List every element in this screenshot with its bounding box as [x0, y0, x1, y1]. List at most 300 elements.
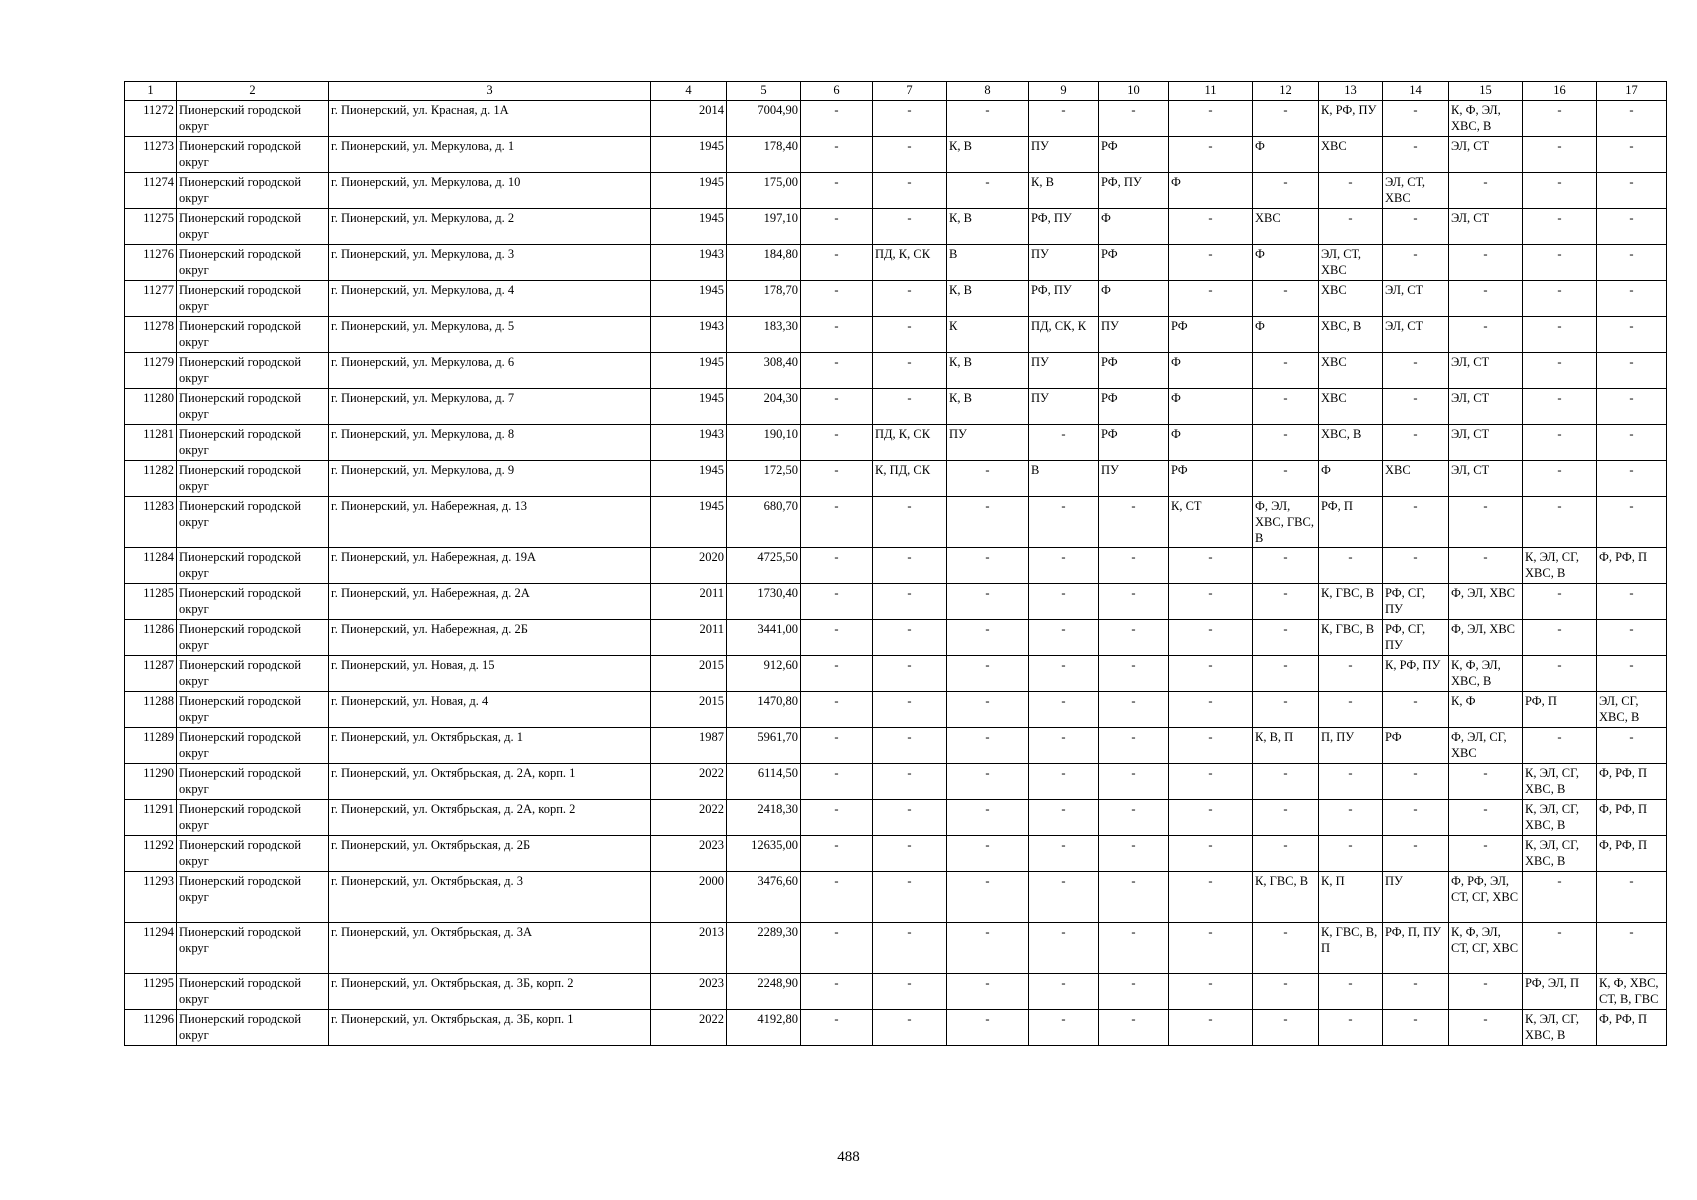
table-cell-col-7: - — [873, 974, 947, 1010]
table-cell-col-12: Ф, ЭЛ, ХВС, ГВС, В — [1253, 497, 1319, 548]
table-cell-col-9: - — [1029, 620, 1099, 656]
table-cell-col-2: Пионерский городской округ — [177, 389, 329, 425]
table-cell-col-2: Пионерский городской округ — [177, 836, 329, 872]
table-cell-col-6: - — [801, 101, 873, 137]
table-cell-col-15: ЭЛ, СТ — [1449, 425, 1523, 461]
table-cell-col-17: Ф, РФ, П — [1597, 836, 1667, 872]
table-cell-col-6: - — [801, 692, 873, 728]
table-cell-col-10: - — [1099, 497, 1169, 548]
table-cell-col-15: Ф, ЭЛ, СГ, ХВС — [1449, 728, 1523, 764]
table-cell-col-2: Пионерский городской округ — [177, 353, 329, 389]
table-cell-col-6: - — [801, 317, 873, 353]
table-cell-col-10: РФ, ПУ — [1099, 173, 1169, 209]
table-row — [125, 497, 1667, 548]
table-cell-col-11: - — [1169, 800, 1253, 836]
table-cell-col-4: 1945 — [651, 173, 727, 209]
table-cell-col-17: - — [1597, 389, 1667, 425]
table-cell-col-6: - — [801, 353, 873, 389]
table-cell-col-13: - — [1319, 1010, 1383, 1046]
table-cell-col-10: - — [1099, 584, 1169, 620]
table-cell-col-8: - — [947, 461, 1029, 497]
table-cell-col-12: - — [1253, 173, 1319, 209]
table-cell-col-5: 204,30 — [727, 389, 801, 425]
table-cell-col-9: - — [1029, 728, 1099, 764]
table-cell-col-1: 11275 — [125, 209, 177, 245]
table-cell-col-10: РФ — [1099, 137, 1169, 173]
table-cell-col-9: РФ, ПУ — [1029, 209, 1099, 245]
table-cell-col-13: ХВС — [1319, 137, 1383, 173]
table-cell-col-9: - — [1029, 497, 1099, 548]
table-cell-col-4: 1943 — [651, 317, 727, 353]
table-cell-col-14: РФ, СГ, ПУ — [1383, 584, 1449, 620]
table-cell-col-15: - — [1449, 173, 1523, 209]
table-cell-col-17: - — [1597, 173, 1667, 209]
table-cell-col-5: 912,60 — [727, 656, 801, 692]
table-cell-col-1: 11282 — [125, 461, 177, 497]
table-cell-col-4: 2011 — [651, 620, 727, 656]
table-cell-col-13: П, ПУ — [1319, 728, 1383, 764]
table-cell-col-17: - — [1597, 656, 1667, 692]
column-header-2: 2 — [177, 82, 329, 101]
table-cell-col-12: Ф — [1253, 137, 1319, 173]
table-cell-col-2: Пионерский городской округ — [177, 317, 329, 353]
table-cell-col-7: - — [873, 656, 947, 692]
table-cell-col-15: - — [1449, 800, 1523, 836]
table-cell-col-3: г. Пионерский, ул. Меркулова, д. 10 — [329, 173, 651, 209]
table-cell-col-9: ПУ — [1029, 389, 1099, 425]
table-cell-col-3: г. Пионерский, ул. Набережная, д. 2А — [329, 584, 651, 620]
table-cell-col-3: г. Пионерский, ул. Меркулова, д. 6 — [329, 353, 651, 389]
table-cell-col-16: - — [1523, 209, 1597, 245]
table-cell-col-15: ЭЛ, СТ — [1449, 137, 1523, 173]
table-cell-col-5: 197,10 — [727, 209, 801, 245]
table-cell-col-13: ХВС — [1319, 353, 1383, 389]
table-cell-col-7: - — [873, 497, 947, 548]
table-cell-col-14: - — [1383, 764, 1449, 800]
table-cell-col-10: Ф — [1099, 281, 1169, 317]
table-cell-col-15: К, Ф, ЭЛ, ХВС, В — [1449, 656, 1523, 692]
table-cell-col-14: - — [1383, 245, 1449, 281]
table-cell-col-11: - — [1169, 836, 1253, 872]
table-cell-col-1: 11280 — [125, 389, 177, 425]
table-cell-col-16: К, ЭЛ, СГ, ХВС, В — [1523, 548, 1597, 584]
table-cell-col-8: К, В — [947, 353, 1029, 389]
table-cell-col-8: - — [947, 101, 1029, 137]
table-cell-col-6: - — [801, 584, 873, 620]
table-cell-col-8: К, В — [947, 137, 1029, 173]
table-cell-col-15: - — [1449, 548, 1523, 584]
table-cell-col-7: - — [873, 317, 947, 353]
table-cell-col-3: г. Пионерский, ул. Меркулова, д. 8 — [329, 425, 651, 461]
table-cell-col-17: К, Ф, ХВС, СТ, В, ГВС — [1597, 974, 1667, 1010]
table-cell-col-8: - — [947, 872, 1029, 923]
table-cell-col-2: Пионерский городской округ — [177, 497, 329, 548]
table-cell-col-1: 11276 — [125, 245, 177, 281]
table-cell-col-1: 11273 — [125, 137, 177, 173]
table-cell-col-8: - — [947, 173, 1029, 209]
table-cell-col-6: - — [801, 656, 873, 692]
table-cell-col-5: 7004,90 — [727, 101, 801, 137]
table-cell-col-7: - — [873, 389, 947, 425]
table-cell-col-16: - — [1523, 728, 1597, 764]
table-cell-col-12: К, ГВС, В — [1253, 872, 1319, 923]
table-cell-col-6: - — [801, 137, 873, 173]
table-cell-col-3: г. Пионерский, ул. Меркулова, д. 1 — [329, 137, 651, 173]
table-cell-col-5: 680,70 — [727, 497, 801, 548]
table-cell-col-13: - — [1319, 692, 1383, 728]
table-cell-col-8: В — [947, 245, 1029, 281]
table-cell-col-16: - — [1523, 281, 1597, 317]
table-cell-col-14: - — [1383, 548, 1449, 584]
table-row — [125, 425, 1667, 461]
table-cell-col-13: К, П — [1319, 872, 1383, 923]
table-cell-col-15: - — [1449, 497, 1523, 548]
table-cell-col-16: - — [1523, 173, 1597, 209]
table-cell-col-4: 1945 — [651, 137, 727, 173]
table-cell-col-10: РФ — [1099, 389, 1169, 425]
table-cell-col-6: - — [801, 281, 873, 317]
table-cell-col-10: - — [1099, 974, 1169, 1010]
table-cell-col-5: 308,40 — [727, 353, 801, 389]
table-cell-col-2: Пионерский городской округ — [177, 209, 329, 245]
table-cell-col-17: - — [1597, 497, 1667, 548]
table-cell-col-4: 2015 — [651, 656, 727, 692]
table-cell-col-15: - — [1449, 764, 1523, 800]
table-cell-col-12: Ф — [1253, 245, 1319, 281]
table-cell-col-8: - — [947, 923, 1029, 974]
table-cell-col-12: - — [1253, 353, 1319, 389]
table-cell-col-4: 1943 — [651, 425, 727, 461]
table-cell-col-13: - — [1319, 974, 1383, 1010]
table-cell-col-8: К, В — [947, 389, 1029, 425]
table-cell-col-3: г. Пионерский, ул. Меркулова, д. 7 — [329, 389, 651, 425]
table-cell-col-2: Пионерский городской округ — [177, 101, 329, 137]
table-cell-col-12: - — [1253, 656, 1319, 692]
table-cell-col-14: - — [1383, 800, 1449, 836]
table-cell-col-11: - — [1169, 923, 1253, 974]
column-header-12: 12 — [1253, 82, 1319, 101]
table-row — [125, 836, 1667, 872]
table-cell-col-10: ПУ — [1099, 461, 1169, 497]
table-cell-col-3: г. Пионерский, ул. Новая, д. 15 — [329, 656, 651, 692]
table-cell-col-2: Пионерский городской округ — [177, 461, 329, 497]
table-cell-col-9: - — [1029, 692, 1099, 728]
table-cell-col-1: 11295 — [125, 974, 177, 1010]
table-cell-col-3: г. Пионерский, ул. Красная, д. 1А — [329, 101, 651, 137]
table-cell-col-4: 2023 — [651, 836, 727, 872]
table-cell-col-5: 4725,50 — [727, 548, 801, 584]
table-cell-col-5: 1730,40 — [727, 584, 801, 620]
table-cell-col-15: Ф, ЭЛ, ХВС — [1449, 584, 1523, 620]
table-cell-col-8: - — [947, 584, 1029, 620]
table-cell-col-2: Пионерский городской округ — [177, 425, 329, 461]
table-cell-col-5: 2289,30 — [727, 923, 801, 974]
table-cell-col-7: К, ПД, СК — [873, 461, 947, 497]
table-cell-col-8: - — [947, 656, 1029, 692]
table-cell-col-7: - — [873, 173, 947, 209]
table-cell-col-4: 2023 — [651, 974, 727, 1010]
table-row — [125, 281, 1667, 317]
table-row — [125, 1010, 1667, 1046]
column-header-16: 16 — [1523, 82, 1597, 101]
table-cell-col-3: г. Пионерский, ул. Набережная, д. 19А — [329, 548, 651, 584]
table-cell-col-3: г. Пионерский, ул. Меркулова, д. 3 — [329, 245, 651, 281]
table-cell-col-9: ПД, СК, К — [1029, 317, 1099, 353]
table-row — [125, 245, 1667, 281]
table-cell-col-14: - — [1383, 353, 1449, 389]
column-header-1: 1 — [125, 82, 177, 101]
table-cell-col-17: - — [1597, 923, 1667, 974]
table-cell-col-14: - — [1383, 497, 1449, 548]
table-cell-col-10: - — [1099, 800, 1169, 836]
table-cell-col-7: ПД, К, СК — [873, 425, 947, 461]
table-cell-col-6: - — [801, 548, 873, 584]
table-cell-col-3: г. Пионерский, ул. Октябрьская, д. 2А, корп. 2 — [329, 800, 651, 836]
table-cell-col-2: Пионерский городской округ — [177, 800, 329, 836]
table-cell-col-12: - — [1253, 764, 1319, 800]
table-cell-col-4: 2013 — [651, 923, 727, 974]
table-cell-col-11: - — [1169, 1010, 1253, 1046]
table-cell-col-15: Ф, ЭЛ, ХВС — [1449, 620, 1523, 656]
table-row — [125, 692, 1667, 728]
table-cell-col-16: - — [1523, 317, 1597, 353]
table-cell-col-15: - — [1449, 317, 1523, 353]
table-cell-col-5: 4192,80 — [727, 1010, 801, 1046]
table-cell-col-12: - — [1253, 620, 1319, 656]
table-row — [125, 548, 1667, 584]
table-cell-col-3: г. Пионерский, ул. Меркулова, д. 9 — [329, 461, 651, 497]
table-cell-col-3: г. Пионерский, ул. Октябрьская, д. 1 — [329, 728, 651, 764]
column-header-3: 3 — [329, 82, 651, 101]
table-cell-col-10: - — [1099, 656, 1169, 692]
table-cell-col-9: ПУ — [1029, 353, 1099, 389]
table-cell-col-6: - — [801, 1010, 873, 1046]
table-cell-col-10: - — [1099, 620, 1169, 656]
table-cell-col-12: - — [1253, 425, 1319, 461]
column-header-15: 15 — [1449, 82, 1523, 101]
table-cell-col-15: - — [1449, 836, 1523, 872]
table-cell-col-9: К, В — [1029, 173, 1099, 209]
table-cell-col-13: - — [1319, 800, 1383, 836]
table-cell-col-8: - — [947, 1010, 1029, 1046]
table-cell-col-1: 11285 — [125, 584, 177, 620]
table-cell-col-16: - — [1523, 461, 1597, 497]
table-cell-col-14: - — [1383, 1010, 1449, 1046]
table-cell-col-6: - — [801, 389, 873, 425]
column-header-8: 8 — [947, 82, 1029, 101]
table-cell-col-12: - — [1253, 1010, 1319, 1046]
table-cell-col-16: К, ЭЛ, СГ, ХВС, В — [1523, 836, 1597, 872]
table-cell-col-15: ЭЛ, СТ — [1449, 353, 1523, 389]
table-cell-col-17: - — [1597, 353, 1667, 389]
table-cell-col-15: К, Ф — [1449, 692, 1523, 728]
table-cell-col-2: Пионерский городской округ — [177, 728, 329, 764]
table-cell-col-10: - — [1099, 1010, 1169, 1046]
table-cell-col-1: 11288 — [125, 692, 177, 728]
table-cell-col-14: РФ, П, ПУ — [1383, 923, 1449, 974]
table-cell-col-13: ХВС — [1319, 389, 1383, 425]
table-cell-col-3: г. Пионерский, ул. Новая, д. 4 — [329, 692, 651, 728]
column-header-4: 4 — [651, 82, 727, 101]
table-cell-col-11: РФ — [1169, 461, 1253, 497]
table-row — [125, 800, 1667, 836]
table-cell-col-5: 2248,90 — [727, 974, 801, 1010]
column-header-5: 5 — [727, 82, 801, 101]
table-cell-col-6: - — [801, 173, 873, 209]
table-cell-col-12: - — [1253, 836, 1319, 872]
table-cell-col-5: 178,40 — [727, 137, 801, 173]
table-cell-col-11: - — [1169, 656, 1253, 692]
table-cell-col-6: - — [801, 764, 873, 800]
column-header-6: 6 — [801, 82, 873, 101]
table-cell-col-14: ПУ — [1383, 872, 1449, 923]
table-cell-col-16: - — [1523, 245, 1597, 281]
table-cell-col-2: Пионерский городской округ — [177, 974, 329, 1010]
table-cell-col-12: - — [1253, 281, 1319, 317]
table-cell-col-14: - — [1383, 209, 1449, 245]
table-cell-col-8: - — [947, 548, 1029, 584]
table-cell-col-7: - — [873, 872, 947, 923]
table-cell-col-13: Ф — [1319, 461, 1383, 497]
table-cell-col-9: - — [1029, 584, 1099, 620]
table-cell-col-13: - — [1319, 656, 1383, 692]
table-cell-col-5: 3441,00 — [727, 620, 801, 656]
table-cell-col-12: - — [1253, 923, 1319, 974]
table-cell-col-1: 11283 — [125, 497, 177, 548]
table-cell-col-9: - — [1029, 800, 1099, 836]
table-cell-col-16: - — [1523, 923, 1597, 974]
table-cell-col-17: Ф, РФ, П — [1597, 764, 1667, 800]
table-cell-col-8: - — [947, 836, 1029, 872]
table-cell-col-17: - — [1597, 209, 1667, 245]
table-cell-col-14: - — [1383, 389, 1449, 425]
table-cell-col-1: 11294 — [125, 923, 177, 974]
table-cell-col-1: 11281 — [125, 425, 177, 461]
table-cell-col-12: К, В, П — [1253, 728, 1319, 764]
table-cell-col-6: - — [801, 974, 873, 1010]
table-cell-col-4: 2000 — [651, 872, 727, 923]
table-cell-col-10: РФ — [1099, 353, 1169, 389]
table-cell-col-14: К, РФ, ПУ — [1383, 656, 1449, 692]
table-cell-col-17: Ф, РФ, П — [1597, 800, 1667, 836]
table-cell-col-15: - — [1449, 245, 1523, 281]
table-row — [125, 656, 1667, 692]
table-cell-col-3: г. Пионерский, ул. Меркулова, д. 5 — [329, 317, 651, 353]
table-cell-col-16: - — [1523, 497, 1597, 548]
table-cell-col-11: - — [1169, 245, 1253, 281]
table-cell-col-16: К, ЭЛ, СГ, ХВС, В — [1523, 800, 1597, 836]
table-cell-col-15: ЭЛ, СТ — [1449, 389, 1523, 425]
table-cell-col-14: - — [1383, 836, 1449, 872]
table-cell-col-17: Ф, РФ, П — [1597, 1010, 1667, 1046]
table-cell-col-15: ЭЛ, СТ — [1449, 209, 1523, 245]
table-cell-col-11: - — [1169, 728, 1253, 764]
table-cell-col-13: ХВС, В — [1319, 425, 1383, 461]
table-cell-col-12: - — [1253, 101, 1319, 137]
table-cell-col-11: Ф — [1169, 425, 1253, 461]
table-cell-col-12: Ф — [1253, 317, 1319, 353]
table-cell-col-11: - — [1169, 974, 1253, 1010]
table-cell-col-1: 11272 — [125, 101, 177, 137]
table-cell-col-4: 1945 — [651, 497, 727, 548]
table-cell-col-10: Ф — [1099, 209, 1169, 245]
table-cell-col-9: - — [1029, 548, 1099, 584]
table-row — [125, 461, 1667, 497]
table-row — [125, 872, 1667, 923]
table-cell-col-14: - — [1383, 425, 1449, 461]
table-cell-col-14: - — [1383, 101, 1449, 137]
table-cell-col-16: К, ЭЛ, СГ, ХВС, В — [1523, 764, 1597, 800]
table-cell-col-11: Ф — [1169, 173, 1253, 209]
table-cell-col-17: Ф, РФ, П — [1597, 548, 1667, 584]
table-cell-col-5: 190,10 — [727, 425, 801, 461]
table-cell-col-5: 172,50 — [727, 461, 801, 497]
table-cell-col-5: 178,70 — [727, 281, 801, 317]
table-cell-col-1: 11278 — [125, 317, 177, 353]
table-cell-col-7: - — [873, 692, 947, 728]
table-cell-col-8: К, В — [947, 281, 1029, 317]
table-cell-col-14: ЭЛ, СТ — [1383, 281, 1449, 317]
table-cell-col-6: - — [801, 461, 873, 497]
table-cell-col-9: - — [1029, 425, 1099, 461]
table-cell-col-7: - — [873, 137, 947, 173]
table-row — [125, 974, 1667, 1010]
table-cell-col-13: - — [1319, 836, 1383, 872]
table-cell-col-8: ПУ — [947, 425, 1029, 461]
table-cell-col-8: - — [947, 728, 1029, 764]
table-cell-col-11: Ф — [1169, 353, 1253, 389]
table-cell-col-5: 6114,50 — [727, 764, 801, 800]
table-cell-col-3: г. Пионерский, ул. Октябрьская, д. 2Б — [329, 836, 651, 872]
table-cell-col-2: Пионерский городской округ — [177, 764, 329, 800]
table-cell-col-13: ХВС — [1319, 281, 1383, 317]
table-row — [125, 728, 1667, 764]
table-cell-col-17: - — [1597, 137, 1667, 173]
table-cell-col-11: - — [1169, 692, 1253, 728]
table-cell-col-9: РФ, ПУ — [1029, 281, 1099, 317]
housing-register-table — [124, 81, 1667, 1046]
table-cell-col-4: 2022 — [651, 764, 727, 800]
table-cell-col-9: - — [1029, 836, 1099, 872]
table-cell-col-15: - — [1449, 1010, 1523, 1046]
table-cell-col-8: - — [947, 974, 1029, 1010]
table-cell-col-4: 1987 — [651, 728, 727, 764]
table-cell-col-13: ХВС, В — [1319, 317, 1383, 353]
table-cell-col-7: ПД, К, СК — [873, 245, 947, 281]
table-cell-col-3: г. Пионерский, ул. Октябрьская, д. 2А, корп. 1 — [329, 764, 651, 800]
table-cell-col-6: - — [801, 620, 873, 656]
table-cell-col-2: Пионерский городской округ — [177, 656, 329, 692]
table-cell-col-4: 2020 — [651, 548, 727, 584]
table-cell-col-6: - — [801, 728, 873, 764]
table-cell-col-17: - — [1597, 620, 1667, 656]
table-row — [125, 137, 1667, 173]
table-cell-col-1: 11291 — [125, 800, 177, 836]
table-cell-col-3: г. Пионерский, ул. Меркулова, д. 4 — [329, 281, 651, 317]
table-cell-col-4: 1945 — [651, 353, 727, 389]
table-cell-col-7: - — [873, 800, 947, 836]
table-cell-col-17: - — [1597, 461, 1667, 497]
table-cell-col-2: Пионерский городской округ — [177, 548, 329, 584]
table-cell-col-7: - — [873, 101, 947, 137]
table-cell-col-5: 175,00 — [727, 173, 801, 209]
table-cell-col-1: 11292 — [125, 836, 177, 872]
table-cell-col-9: - — [1029, 656, 1099, 692]
table-cell-col-12: - — [1253, 461, 1319, 497]
table-cell-col-17: ЭЛ, СГ, ХВС, В — [1597, 692, 1667, 728]
table-cell-col-1: 11296 — [125, 1010, 177, 1046]
table-cell-col-1: 11290 — [125, 764, 177, 800]
